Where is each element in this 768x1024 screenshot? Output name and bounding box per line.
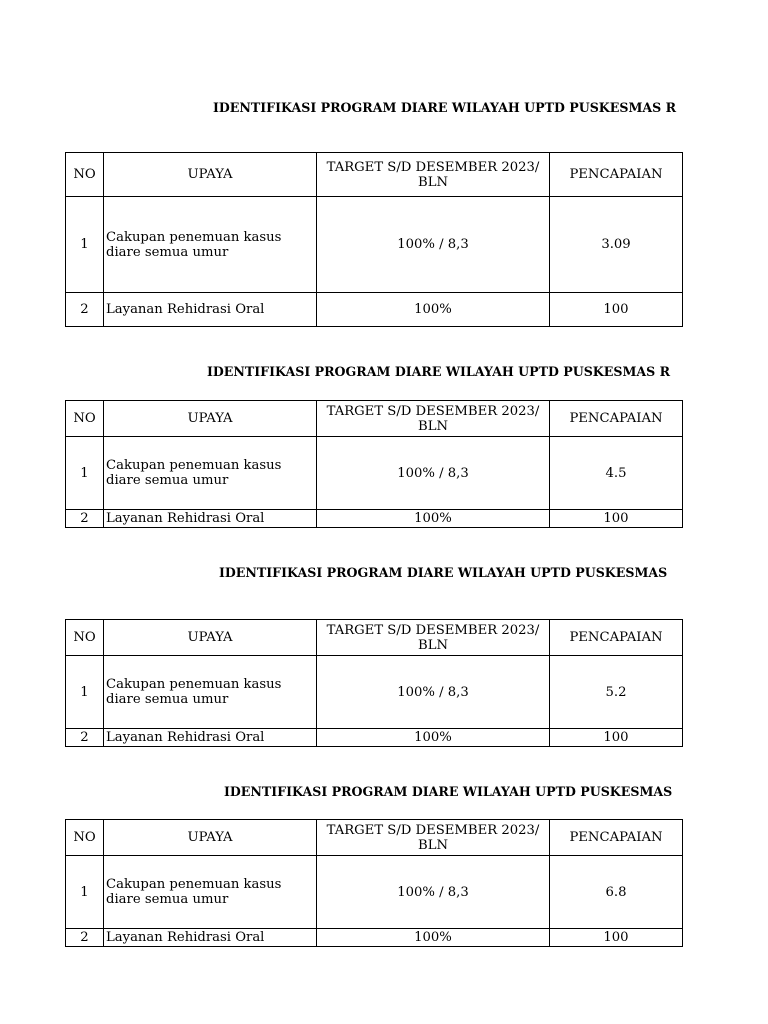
row-target: 100% bbox=[317, 729, 550, 747]
header-pencapaian: PENCAPAIAN bbox=[550, 401, 683, 437]
table-header-row bbox=[66, 401, 683, 437]
row-target: 100% bbox=[317, 293, 550, 327]
header-target: TARGET S/D DESEMBER 2023/ BLN bbox=[317, 620, 550, 656]
header-target: TARGET S/D DESEMBER 2023/ BLN bbox=[317, 820, 550, 856]
table-header-row bbox=[66, 620, 683, 656]
table-row bbox=[66, 293, 683, 327]
section-title: IDENTIFIKASI PROGRAM DIARE WILAYAH UPTD PUSKESMAS R bbox=[213, 100, 677, 115]
header-pencapaian: PENCAPAIAN bbox=[550, 153, 683, 197]
header-no: NO bbox=[66, 620, 104, 656]
row-pencapaian: 100 bbox=[550, 929, 683, 947]
section-title: IDENTIFIKASI PROGRAM DIARE WILAYAH UPTD PUSKESMAS bbox=[224, 784, 673, 799]
table-row bbox=[66, 656, 683, 729]
table-row bbox=[66, 929, 683, 947]
row-no: 2 bbox=[66, 729, 104, 747]
header-pencapaian: PENCAPAIAN bbox=[550, 620, 683, 656]
table-row bbox=[66, 729, 683, 747]
table-header-row bbox=[66, 153, 683, 197]
program-table bbox=[65, 619, 683, 747]
row-upaya: Cakupan penemuan kasus diare semua umur bbox=[104, 437, 317, 510]
table-row bbox=[66, 197, 683, 293]
row-target: 100% / 8,3 bbox=[317, 197, 550, 293]
header-target: TARGET S/D DESEMBER 2023/ BLN bbox=[317, 153, 550, 197]
table-row bbox=[66, 856, 683, 929]
row-no: 2 bbox=[66, 929, 104, 947]
row-pencapaian: 6.8 bbox=[550, 856, 683, 929]
row-pencapaian: 100 bbox=[550, 729, 683, 747]
program-table bbox=[65, 400, 683, 528]
row-upaya: Layanan Rehidrasi Oral bbox=[104, 729, 317, 747]
row-target: 100% bbox=[317, 929, 550, 947]
row-no: 1 bbox=[66, 197, 104, 293]
row-no: 1 bbox=[66, 437, 104, 510]
table-row bbox=[66, 510, 683, 528]
row-no: 1 bbox=[66, 856, 104, 929]
row-upaya: Cakupan penemuan kasus diare semua umur bbox=[104, 197, 317, 293]
row-no: 2 bbox=[66, 293, 104, 327]
row-upaya: Layanan Rehidrasi Oral bbox=[104, 293, 317, 327]
row-upaya: Cakupan penemuan kasus diare semua umur bbox=[104, 856, 317, 929]
program-table bbox=[65, 819, 683, 947]
row-upaya: Cakupan penemuan kasus diare semua umur bbox=[104, 656, 317, 729]
row-upaya: Layanan Rehidrasi Oral bbox=[104, 929, 317, 947]
program-table bbox=[65, 152, 683, 327]
header-upaya: UPAYA bbox=[104, 820, 317, 856]
row-target: 100% / 8,3 bbox=[317, 656, 550, 729]
row-pencapaian: 100 bbox=[550, 293, 683, 327]
header-no: NO bbox=[66, 820, 104, 856]
table-header-row bbox=[66, 820, 683, 856]
header-no: NO bbox=[66, 401, 104, 437]
header-pencapaian: PENCAPAIAN bbox=[550, 820, 683, 856]
row-pencapaian: 100 bbox=[550, 510, 683, 528]
row-target: 100% / 8,3 bbox=[317, 856, 550, 929]
header-no: NO bbox=[66, 153, 104, 197]
table-row bbox=[66, 437, 683, 510]
header-upaya: UPAYA bbox=[104, 153, 317, 197]
row-target: 100% bbox=[317, 510, 550, 528]
row-pencapaian: 5.2 bbox=[550, 656, 683, 729]
row-no: 1 bbox=[66, 656, 104, 729]
header-target: TARGET S/D DESEMBER 2023/ BLN bbox=[317, 401, 550, 437]
section-title: IDENTIFIKASI PROGRAM DIARE WILAYAH UPTD PUSKESMAS R bbox=[207, 364, 671, 379]
section-title: IDENTIFIKASI PROGRAM DIARE WILAYAH UPTD PUSKESMAS bbox=[219, 565, 668, 580]
row-no: 2 bbox=[66, 510, 104, 528]
header-upaya: UPAYA bbox=[104, 401, 317, 437]
header-upaya: UPAYA bbox=[104, 620, 317, 656]
row-target: 100% / 8,3 bbox=[317, 437, 550, 510]
row-pencapaian: 3.09 bbox=[550, 197, 683, 293]
row-upaya: Layanan Rehidrasi Oral bbox=[104, 510, 317, 528]
row-pencapaian: 4.5 bbox=[550, 437, 683, 510]
